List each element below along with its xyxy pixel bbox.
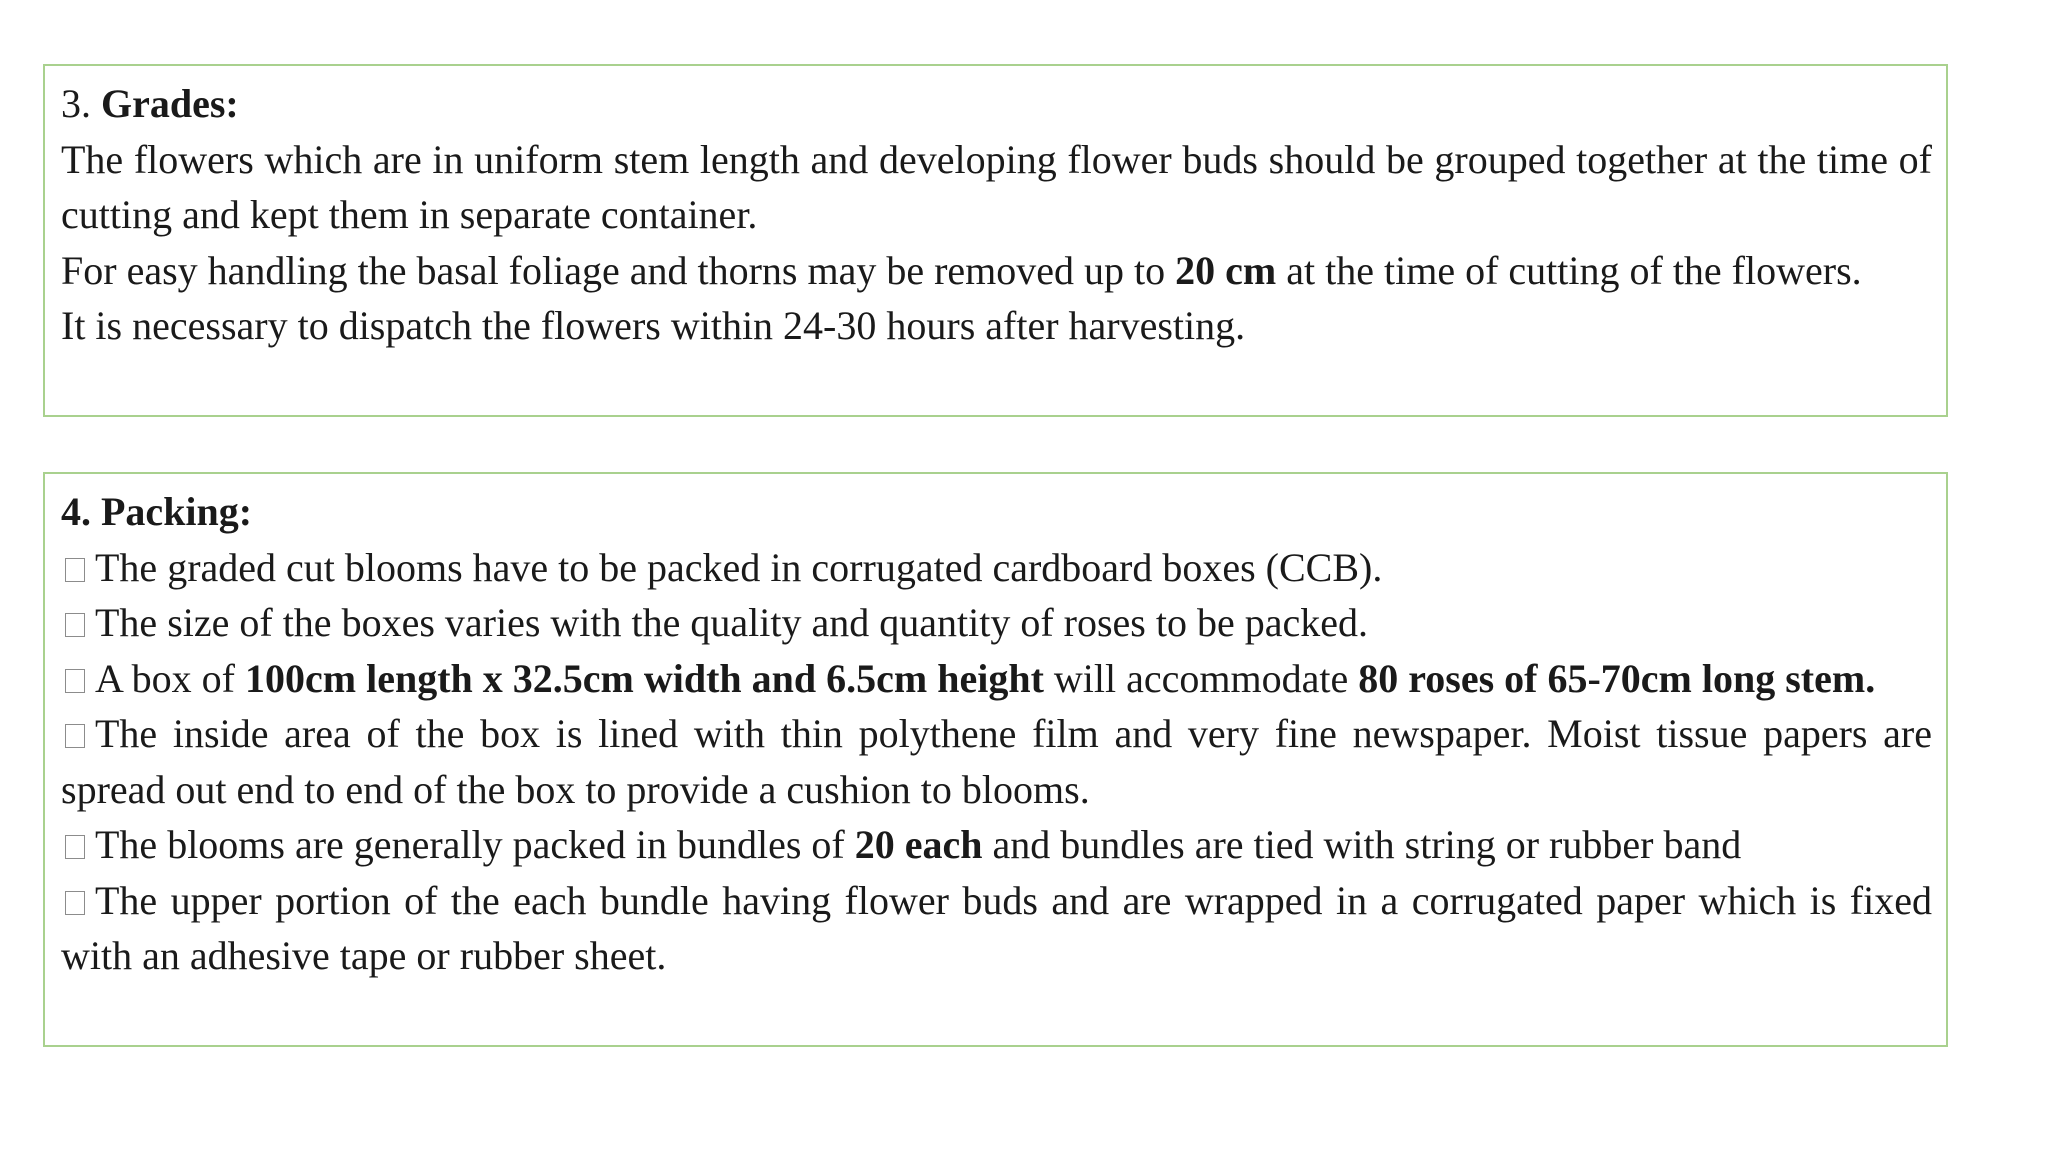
packing-bullet-6: The upper portion of the each bundle having flower buds and are wrapped in a corrugated paper which is fixed with an adhesive tape or rubber sheet. — [61, 877, 1932, 978]
packing-bullet-2: The size of the boxes varies with the quality and quantity of roses to be packed. — [61, 595, 1932, 651]
grades-paragraph-3: It is necessary to dispatch the flowers within 24-30 hours after harvesting. — [61, 303, 1246, 348]
grades-bold-20cm: 20 cm — [1175, 247, 1277, 293]
box-dimensions: 100cm length x 32.5cm width and 6.5cm height — [245, 655, 1044, 701]
packing-section — [43, 472, 1948, 1047]
packing-bullet-4: The inside area of the box is lined with thin polythene film and very fine newspaper. Moist tissue papers are spread out end to end of the box to provide a cushion to blooms. — [61, 711, 1932, 812]
grades-paragraph-1: The flowers which are in uniform stem length and developing flower buds should be grouped together at the time of cutting and kept them in separate container. — [61, 136, 1932, 237]
square-bullet-icon — [65, 669, 85, 693]
grades-heading — [61, 76, 1932, 132]
packing-bullet-5: The blooms are generally packed in bundles of 20 each and bundles are tied with string or rubber band — [61, 817, 1932, 873]
packing-heading — [61, 484, 1932, 540]
packing-bullet-1: The graded cut blooms have to be packed in corrugated cardboard boxes (CCB). — [61, 540, 1932, 596]
square-bullet-icon — [65, 891, 85, 915]
roses-capacity: 80 roses of 65-70cm long stem. — [1358, 655, 1876, 701]
bundle-count: 20 each — [854, 822, 983, 867]
square-bullet-icon — [65, 558, 85, 582]
grades-number: 3. — [61, 81, 101, 126]
square-bullet-icon — [65, 724, 85, 748]
square-bullet-icon — [65, 613, 85, 637]
packing-bullet-3: A box of 100cm length x 32.5cm width and 6.5cm height will accommodate 80 roses of 65-70cm long stem. — [61, 651, 1932, 707]
square-bullet-icon — [65, 835, 85, 859]
grades-paragraph-2: For easy handling the basal foliage and thorns may be removed up to 20 cm at the time of cutting of the flowers. — [61, 247, 1862, 293]
grades-title: Grades: — [101, 81, 239, 126]
grades-section — [43, 64, 1948, 417]
packing-title: 4. Packing: — [61, 489, 253, 534]
